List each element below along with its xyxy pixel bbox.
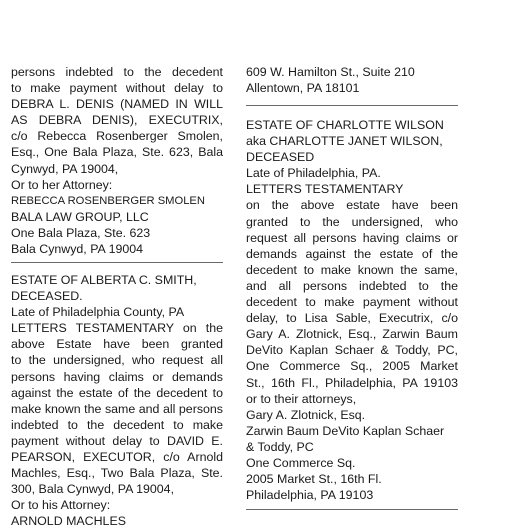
notice-line: PEARSON, EXECUTOR, c/o Arnold	[11, 450, 223, 465]
notice-line: or to their attorneys,	[246, 391, 357, 406]
notice-line: payment without delay to DAVID E.	[11, 433, 223, 448]
notice-line: BALA LAW GROUP, LLC	[11, 209, 149, 224]
notice-line: to make payment without delay to	[11, 81, 223, 96]
notice-line: DeVito Kaplan Schaer & Toddy, PC,	[246, 343, 458, 358]
notice-line: REBECCA ROSENBERGER SMOLEN	[11, 194, 205, 207]
notice-line: 2005 Market St., 16th Fl.	[246, 472, 382, 487]
notice-line: Late of Philadelphia, PA.	[246, 166, 381, 181]
estate-notice-smith	[11, 272, 223, 530]
notice-line: on the above estate have been	[246, 198, 458, 213]
notice-line: indebted to the decedent to make	[11, 417, 223, 432]
notice-line: demands against the estate of the	[246, 246, 458, 261]
notice-line: Or to her Attorney:	[11, 177, 113, 192]
notice-line: ESTATE OF ALBERTA C. SMITH,	[11, 273, 197, 287]
notice-line: Late of Philadelphia County, PA	[11, 305, 185, 320]
notice-continued-right	[246, 64, 458, 96]
notice-line: Machles, Esq., Two Bala Plaza, Ste.	[11, 466, 223, 481]
notice-line: LETTERS TESTAMENTARY on the	[11, 321, 223, 336]
notice-line: against the estate of the decedent to	[11, 385, 223, 400]
notice-line: ESTATE OF CHARLOTTE WILSON	[246, 118, 444, 132]
notice-line: One Bala Plaza, Ste. 623	[11, 225, 151, 240]
left-column-lower	[11, 272, 223, 530]
notice-line: Gary A. Zlotnick, Esq.	[246, 407, 366, 422]
notice-line: Or to his Attorney:	[11, 498, 111, 513]
notice-line: AS DEBRA DENIS), EXECUTRIX,	[11, 113, 223, 128]
notice-line: DEBRA L. DENIS (NAMED IN WILL	[11, 97, 223, 112]
notice-line: Esq., One Bala Plaza, Ste. 623, Bala	[11, 145, 223, 160]
notice-line: and all persons indebted to the	[246, 278, 458, 293]
notice-line: make known the same and all persons	[11, 401, 223, 416]
notice-line: granted to the undersigned, who	[246, 214, 458, 229]
notice-line: persons indebted to the decedent	[11, 65, 223, 79]
notice-line: decedent to make payment without	[246, 295, 458, 310]
notice-line: One Commerce Sq.	[246, 455, 356, 470]
notice-line: 609 W. Hamilton St., Suite 210	[246, 65, 415, 79]
notice-line: c/o Rebecca Rosenberger Smolen,	[11, 129, 223, 144]
notice-line: ARNOLD MACHLES	[11, 514, 126, 529]
notice-line: delay, to Lisa Sable, Executrix, c/o	[246, 311, 458, 326]
notice-line: LETTERS TESTAMENTARY	[246, 182, 404, 197]
notice-line: Philadelphia, PA 19103	[246, 488, 374, 503]
notice-line: 300, Bala Cynwyd, PA 19004,	[11, 482, 175, 497]
notice-line: above Estate have been granted	[11, 337, 223, 352]
notice-line: Bala Cynwyd, PA 19004	[11, 242, 144, 257]
notice-line: persons having claims or demands	[11, 369, 223, 384]
left-column	[11, 64, 223, 257]
right-column-lower	[246, 117, 458, 503]
right-column	[246, 64, 458, 96]
notice-line: St., 16th Fl., Philadelphia, PA 19103	[246, 375, 458, 390]
estate-notice-wilson	[246, 117, 458, 503]
notice-line: aka CHARLOTTE JANET WILSON,	[246, 134, 443, 149]
notice-line: Zarwin Baum DeVito Kaplan Schaer	[246, 423, 445, 438]
divider-right-top	[246, 105, 458, 106]
notice-line: to the undersigned, who request all	[11, 353, 223, 368]
notice-line: Allentown, PA 18101	[246, 81, 360, 96]
notice-line: Gary A. Zlotnick, Esq., Zarwin Baum	[246, 327, 458, 342]
divider-right-bottom	[246, 509, 458, 510]
notice-line: request all persons having claims or	[246, 230, 458, 245]
notice-continued-left	[11, 64, 223, 257]
notice-line: & Toddy, PC	[246, 439, 314, 454]
notice-line: DECEASED	[246, 150, 315, 165]
divider-left	[11, 262, 223, 263]
notice-line: One Commerce Sq., 2005 Market	[246, 359, 458, 374]
notice-line: DECEASED.	[11, 289, 83, 304]
notice-line: Cynwyd, PA 19004,	[11, 161, 119, 176]
notice-line: decedent to make known the same,	[246, 262, 458, 277]
